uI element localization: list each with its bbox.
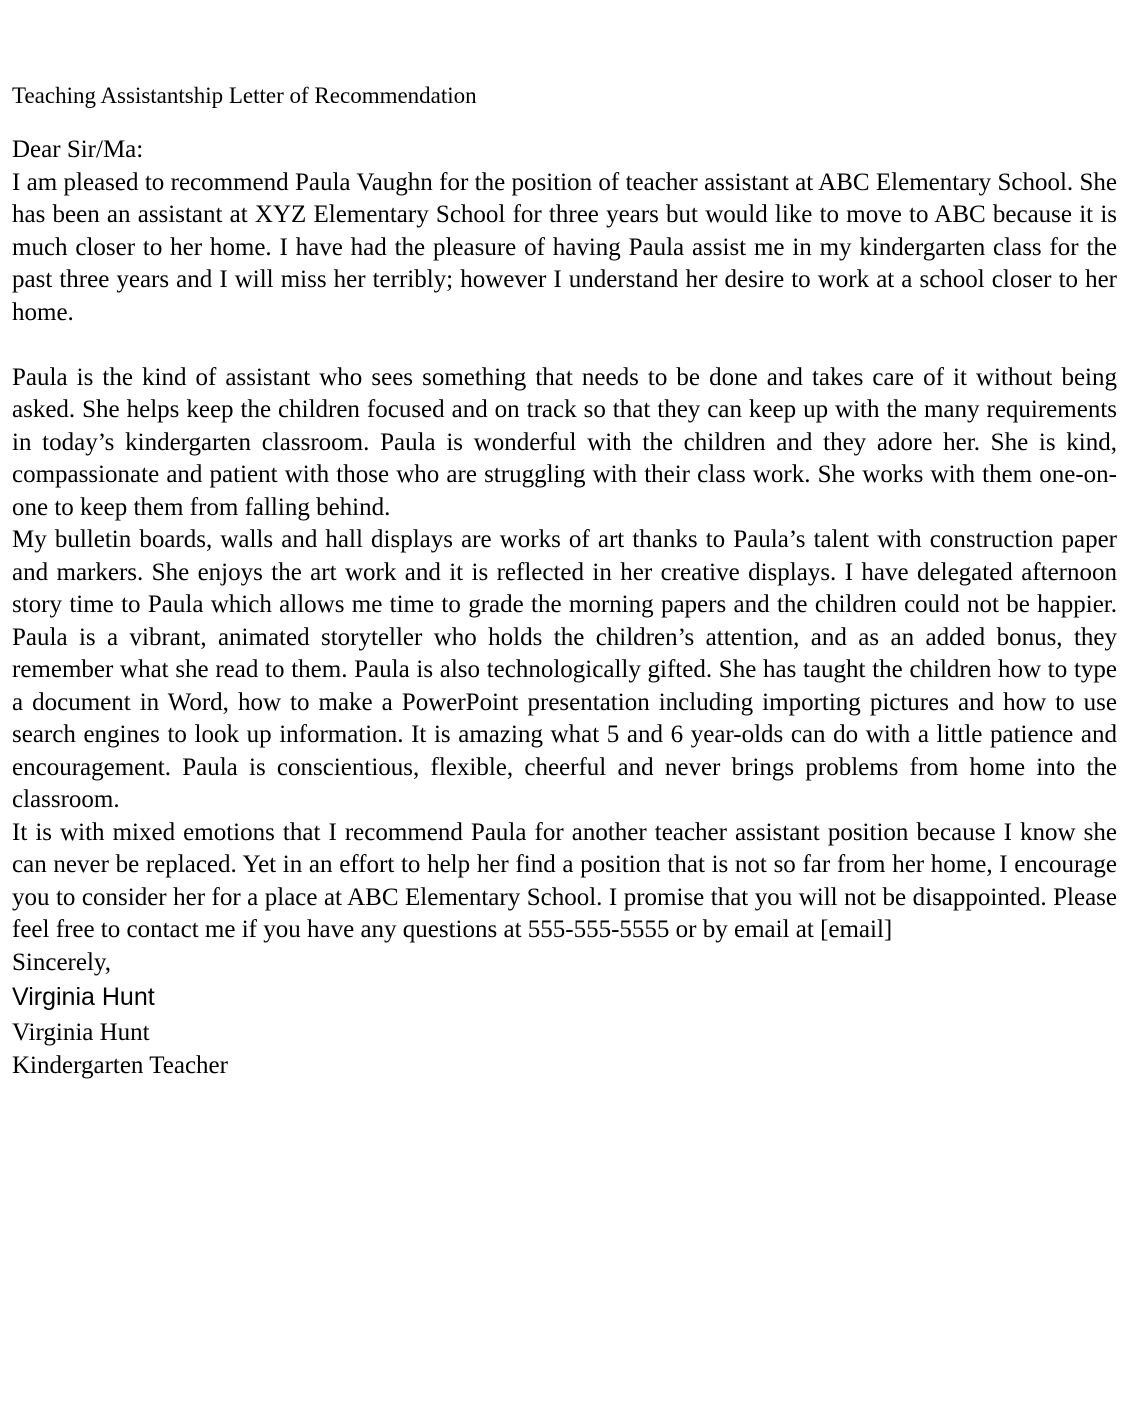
paragraph-qualities: Paula is the kind of assistant who sees something that needs to be done and takes care of it without being asked. She helps keep the children focused and on track so that they can keep up with the many requirements in today’s kindergarten classroom. Paula is wonderful with the children and they adore her. She is kind, compassionate and patient with those who are struggling with their class work. She works with them one-on-one to keep them from falling behind.	[12, 363, 1117, 521]
signer-title: Kindergarten Teacher	[12, 1051, 228, 1079]
salutation: Dear Sir/Ma:	[12, 136, 144, 163]
letter-title: Teaching Assistantship Letter of Recommendation	[12, 83, 477, 108]
closing: Sincerely,	[12, 948, 112, 976]
paragraph-talents: My bulletin boards, walls and hall displays are works of art thanks to Paula’s talent with construction paper and markers. She enjoys the art work and it is reflected in her creative displays. I have delegated afternoon story time to Paula which allows me time to grade the morning papers and the children could not be happier. Paula is a vibrant, animated storyteller who holds the children’s attention, and as an added bonus, they remember what she read to them. Paula is also technologically gifted. She has taught the children how to type a document in Word, how to make a PowerPoint presentation including importing pictures and how to use search engines to look up information. It is amazing what 5 and 6 year-olds can do with a little patience and encouragement. Paula is conscientious, flexible, cheerful and never brings problems from home into the classroom.	[12, 526, 1117, 813]
letter-body	[12, 134, 1117, 1082]
letter-page	[12, 80, 1117, 1082]
signer-name: Virginia Hunt	[12, 1019, 150, 1046]
signature: Virginia Hunt	[12, 983, 155, 1011]
paragraph-closing-recommendation: It is with mixed emotions that I recommend Paula for another teacher assistant position because I know she can never be replaced. Yet in an effort to help her find a position that is not so far from her home, I encourage you to consider her for a place at ABC Elementary School. I promise that you will not be disappointed. Please feel free to contact me if you have any questions at 555-555-5555 or by email at [email]	[12, 818, 1117, 943]
paragraph-intro: I am pleased to recommend Paula Vaughn for the position of teacher assistant at ABC Elementary School. She has been an assistant at XYZ Elementary School for three years but would like to move to ABC because it is much closer to her home. I have had the pleasure of having Paula assist me in my kindergarten class for the past three years and I will miss her terribly; however I understand her desire to work at a school closer to her home.	[12, 168, 1117, 326]
